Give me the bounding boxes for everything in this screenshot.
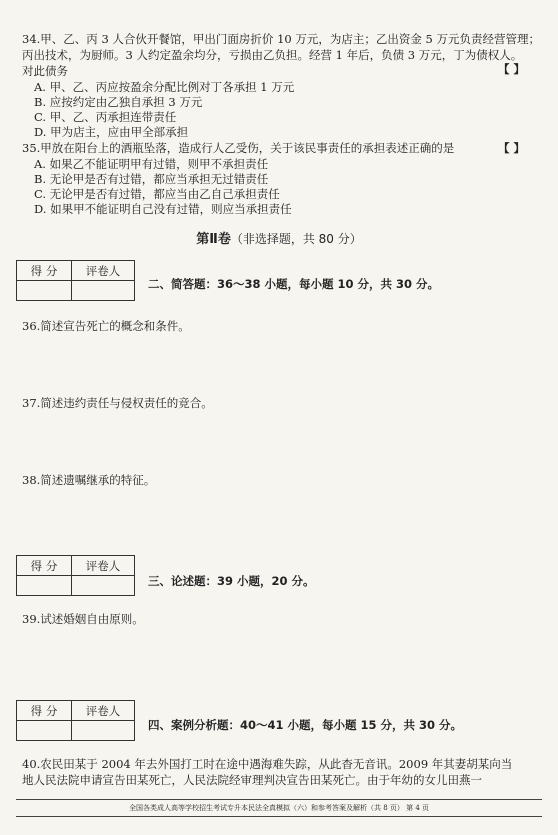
q34-option-a: A. 甲、乙、丙应按盈余分配比例对丁各承担 1 万元	[34, 80, 295, 94]
q35-option-b: B. 无论甲是否有过错，都应当承担无过错责任	[34, 172, 269, 186]
q34-line-1: 34.甲、乙、丙 3 人合伙开餐馆，甲出门面房折价 10 万元，为店主；乙出资金 5 万元负责经营管理；	[22, 32, 540, 46]
q38-text: 38.简述遗嘱继承的特征。	[22, 473, 156, 487]
score-cell[interactable]	[17, 721, 72, 741]
sec4-heading: 四、案例分析题：40～41 小题，每小题 15 分，共 30 分。	[148, 718, 463, 732]
grader-label: 评卷人	[72, 261, 135, 281]
q34-answer-bracket: 【 】	[498, 62, 526, 76]
score-cell[interactable]	[17, 281, 72, 301]
q40-line-2: 地人民法院申请宣告田某死亡，人民法院经审理判决宣告田某死亡。由于年幼的女儿田燕一	[22, 773, 482, 787]
score-cell[interactable]	[17, 576, 72, 596]
q35-option-c: C. 无论甲是否有过错，都应当由乙自己承担责任	[34, 187, 280, 201]
score-table-sec4	[16, 700, 135, 741]
score-label: 得 分	[17, 556, 72, 576]
q35-answer-bracket: 【 】	[498, 141, 526, 155]
q35-option-a: A. 如果乙不能证明甲有过错，则甲不承担责任	[34, 157, 269, 171]
sec3-heading: 三、论述题：39 小题，20 分。	[148, 574, 315, 588]
sec2-heading: 二、简答题：36～38 小题，每小题 10 分，共 30 分。	[148, 277, 440, 291]
grader-label: 评卷人	[72, 701, 135, 721]
q37-text: 37.简述违约责任与侵权责任的竞合。	[22, 396, 213, 410]
score-label: 得 分	[17, 701, 72, 721]
q34-option-d: D. 甲为店主，应由甲全部承担	[34, 125, 189, 139]
q36-text: 36.简述宣告死亡的概念和条件。	[22, 319, 190, 333]
grader-cell[interactable]	[72, 721, 135, 741]
part-ii-title-main: 第Ⅱ卷	[196, 232, 231, 247]
score-table-sec3	[16, 555, 135, 596]
q34-option-b: B. 应按约定由乙独自承担 3 万元	[34, 95, 203, 109]
q34-option-c: C. 甲、乙、丙承担连带责任	[34, 110, 177, 124]
part-ii-title	[0, 228, 558, 247]
page-footer: 全国各类成人高等学校招生考试专升本民法全真模拟（六）和参考答案及解析（共 8 页） 第 4 页	[16, 799, 542, 817]
q34-line-2: 丙出技术，为厨师。3 人约定盈余均分，亏损由乙负担。经营 1 年后，负债 3 万元，丁为债权人。	[22, 48, 523, 62]
grader-cell[interactable]	[72, 576, 135, 596]
q40-line-1: 40.农民田某于 2004 年去外国打工时在途中遇海难失踪，从此杳无音讯。2009 年其妻胡某向当	[22, 757, 513, 771]
q35-option-d: D. 如果甲不能证明自己没有过错，则应当承担责任	[34, 202, 292, 216]
grader-cell[interactable]	[72, 281, 135, 301]
q35-line-1: 35.甲放在阳台上的酒瓶坠落，造成行人乙受伤，关于该民事责任的承担表述正确的是	[22, 141, 455, 155]
q39-text: 39.试述婚姻自由原则。	[22, 612, 144, 626]
q34-line-3: 对此债务	[22, 64, 68, 78]
score-label: 得 分	[17, 261, 72, 281]
grader-label: 评卷人	[72, 556, 135, 576]
score-table-sec2	[16, 260, 135, 301]
part-ii-title-subtitle: （非选择题，共 80 分）	[230, 232, 362, 246]
